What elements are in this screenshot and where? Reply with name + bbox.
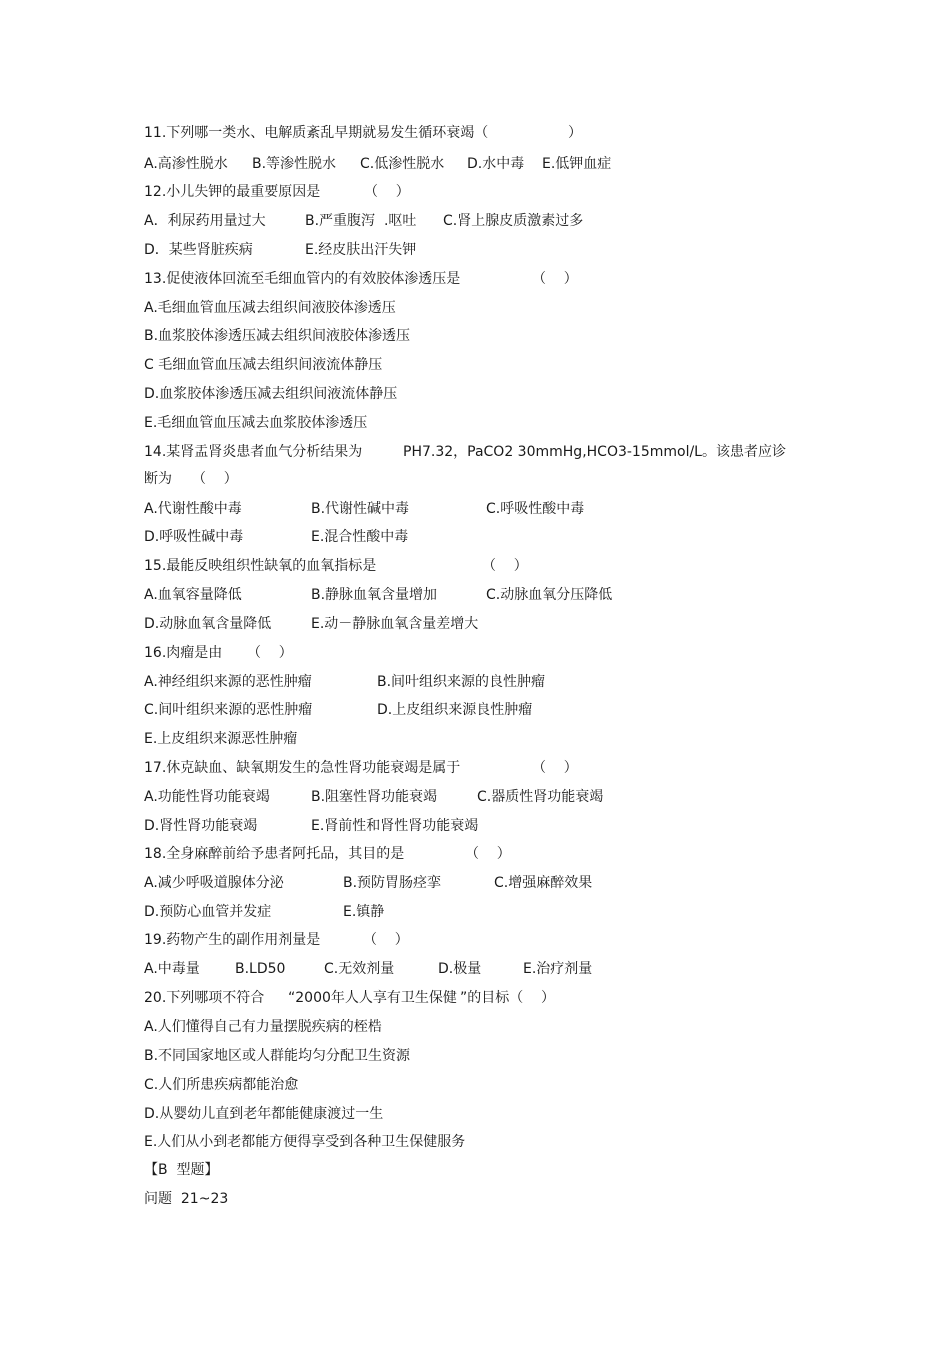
line-text: A.神经组织来源的恶性肿瘤: [144, 674, 312, 690]
line-segment: “2000年人人享有卫生保健: [288, 990, 457, 1006]
line-segment: D.极量: [438, 961, 482, 977]
line-text: D.从婴幼儿直到老年都能健康渡过一生: [144, 1106, 384, 1122]
line-segment: D.水中毒: [467, 156, 525, 172]
line-text: 19.药物产生的副作用剂量是: [144, 932, 321, 948]
line-segment: E.治疗剂量: [523, 961, 593, 977]
line-text: D.呼吸性碱中毒: [144, 529, 244, 545]
line-segment: C.低渗性脱水: [360, 156, 445, 172]
line-segment: E.混合性酸中毒: [311, 529, 409, 545]
line-text: D.血浆胶体渗透压减去组织间液流体静压: [144, 386, 398, 402]
line-text: A.血氧容量降低: [144, 587, 242, 603]
line-segment: （ ）: [364, 184, 410, 200]
line-text: A.减少呼吸道腺体分泌: [144, 875, 284, 891]
line-text: 20.下列哪项不符合: [144, 990, 265, 1006]
line-text: D.肾性肾功能衰竭: [144, 818, 258, 834]
line-segment: C.器质性肾功能衰竭: [477, 789, 604, 805]
line-segment: （ ）: [465, 846, 511, 862]
line-text: 【B 型题】: [144, 1162, 219, 1178]
line-segment: 。该患者应诊: [702, 444, 786, 460]
line-segment: C.无效剂量: [324, 961, 395, 977]
line-segment: （ ）: [482, 558, 528, 574]
line-text: 13.促使液体回流至毛细血管内的有效胶体渗透压是: [144, 271, 461, 287]
line-text: 断为: [144, 471, 172, 487]
line-text: E.上皮组织来源恶性肿瘤: [144, 731, 298, 747]
line-text: A.功能性肾功能衰竭: [144, 789, 270, 805]
line-segment: B.阻塞性肾功能衰竭: [311, 789, 438, 805]
line-text: C.人们所患疾病都能治愈: [144, 1077, 299, 1093]
line-segment: E.经皮肤出汗失钾: [305, 242, 417, 258]
line-text: 11.下列哪一类水、电解质紊乱早期就易发生循环衰竭（: [144, 125, 489, 141]
line-segment: C.呼吸性酸中毒: [486, 501, 585, 517]
line-text: B.不同国家地区或人群能均匀分配卫生资源: [144, 1048, 411, 1064]
line-text: A.代谢性酸中毒: [144, 501, 242, 517]
line-text: D.预防心血管并发症: [144, 904, 272, 920]
line-segment: B.严重腹泻 .呕吐: [305, 213, 417, 229]
line-text: A.人们懂得自己有力量摆脱疾病的桎梏: [144, 1019, 382, 1035]
line-segment: B.间叶组织来源的良性肿瘤: [377, 674, 546, 690]
line-text: 问题 21~23: [144, 1191, 229, 1207]
line-segment: PH7.32，PaCO2 30mmHg,HCO3-15mmol/L: [403, 444, 702, 460]
line-segment: （ ）: [247, 645, 293, 661]
line-segment: C.增强麻醉效果: [494, 875, 593, 891]
line-segment: E.低钾血症: [542, 156, 612, 172]
line-segment: E.动－静脉血氧含量差增大: [311, 616, 479, 632]
line-segment: E.肾前性和肾性肾功能衰竭: [311, 818, 479, 834]
line-segment: B.预防胃肠痉挛: [343, 875, 442, 891]
line-segment: C.动脉血氧分压降低: [486, 587, 613, 603]
line-text: C 毛细血管血压减去组织间液流体静压: [144, 357, 383, 373]
line-segment: （ ）: [532, 271, 578, 287]
line-segment: D.上皮组织来源良性肿瘤: [377, 702, 533, 718]
line-segment: B.静脉血氧含量增加: [311, 587, 438, 603]
line-segment: （ ）: [363, 932, 409, 948]
line-text: C.间叶组织来源的恶性肿瘤: [144, 702, 313, 718]
line-text: A.高渗性脱水: [144, 156, 228, 172]
line-text: D.动脉血氧含量降低: [144, 616, 272, 632]
line-text: A.毛细血管血压减去组织间液胶体渗透压: [144, 300, 396, 316]
line-text: 15.最能反映组织性缺氧的血氧指标是: [144, 558, 377, 574]
line-text: 16.肉瘤是由: [144, 645, 223, 661]
line-segment: ）: [568, 125, 582, 141]
line-segment: ”的目标（ ）: [460, 990, 556, 1006]
line-segment: C.肾上腺皮质激素过多: [443, 213, 584, 229]
line-text: 18.全身麻醉前给予患者阿托品，其目的是: [144, 846, 405, 862]
line-text: A．利尿药用量过大: [144, 213, 266, 229]
line-segment: （ ）: [192, 471, 238, 487]
line-text: E.毛细血管血压减去血浆胶体渗透压: [144, 415, 368, 431]
line-segment: B.代谢性碱中毒: [311, 501, 410, 517]
line-segment: （ ）: [532, 760, 578, 776]
line-text: B.血浆胶体渗透压减去组织间液胶体渗透压: [144, 328, 411, 344]
line-segment: B.等渗性脱水: [252, 156, 337, 172]
line-text: A.中毒量: [144, 961, 200, 977]
line-text: 12.小儿失钾的最重要原因是: [144, 184, 321, 200]
line-text: 14.某肾盂肾炎患者血气分析结果为: [144, 444, 363, 460]
line-segment: E.镇静: [343, 904, 385, 920]
line-segment: B.LD50: [235, 961, 286, 977]
line-text: E.人们从小到老都能方便得享受到各种卫生保健服务: [144, 1134, 466, 1150]
line-text: D．某些肾脏疾病: [144, 242, 253, 258]
line-text: 17.休克缺血、缺氧期发生的急性肾功能衰竭是属于: [144, 760, 461, 776]
